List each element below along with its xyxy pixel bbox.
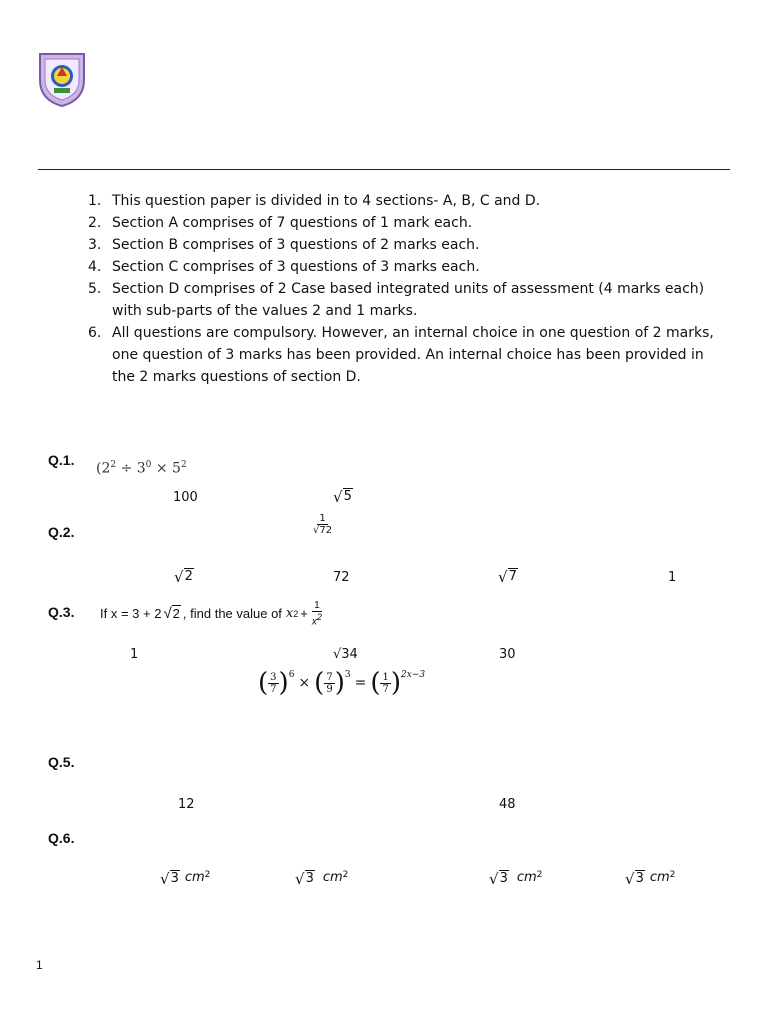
question-2-label: Q.2. <box>48 524 75 540</box>
question-1-expression: ($2^2 \div 3^0 \times 5^2$ <box>96 460 187 477</box>
q3-option-a: 1 <box>130 647 139 662</box>
instruction-item: 4. Section C comprises of 3 questions of 3 marks each. <box>88 259 480 275</box>
q2-option-b: 72 <box>333 570 350 585</box>
q6-option-c: √ 3 cm 2 <box>489 870 543 888</box>
question-2-fraction: $\frac{1}{√72}$ <box>313 513 333 536</box>
instructions-list <box>88 190 728 388</box>
q5-option-b: 48 <box>499 797 516 812</box>
q1-option-a: 100 <box>173 490 198 505</box>
q2-option-c: √ 7 <box>498 568 517 586</box>
q6-option-a: √ 3 cm 2 <box>160 870 211 888</box>
page-number: 1 <box>36 958 43 972</box>
q1-option-b: √ 5 <box>333 488 352 506</box>
question-3-text: If x = 3 + 2 √ 2 , find the value of x 2 + $\frac{1}{x^2}$ <box>100 600 322 628</box>
q2-option-d: 1 <box>668 570 677 585</box>
question-4-equation: ( $\frac{3}{7}$ ) $^6$ × ( $\frac{7}{9}$ ) $^3$ = ( $\frac{1}{7}$ ) $^{2x-3}$ <box>258 668 426 698</box>
instruction-item: 3. Section B comprises of 3 questions of 2 marks each. <box>88 237 480 253</box>
header-divider <box>38 169 730 170</box>
instruction-item: 6. All questions are compulsory. However, an internal choice in one question of 2 marks, one question of 3 marks has been provided. An internal choice has been provided in the 2 marks questions of section D. <box>88 325 714 385</box>
school-logo <box>38 50 86 108</box>
q5-option-a: 12 <box>178 797 195 812</box>
instruction-item: 1. This question paper is divided in to 4 sections- A, B, C and D. <box>88 193 541 209</box>
q3-option-b: √34 <box>333 647 358 662</box>
q3-option-c: 30 <box>499 647 516 662</box>
question-5-label: Q.5. <box>48 754 75 770</box>
question-1-label: Q.1. <box>48 452 75 468</box>
q2-option-a: √ 2 <box>174 568 193 586</box>
q6-option-b: √ 3 cm 2 <box>295 870 349 888</box>
instruction-item: 5. Section D comprises of 2 Case based integrated units of assessment (4 marks each) with sub-parts of the values 2 and 1 marks. <box>88 281 705 319</box>
question-6-label: Q.6. <box>48 830 75 846</box>
instruction-item: 2. Section A comprises of 7 questions of 1 mark each. <box>88 215 473 231</box>
q6-option-d: √ 3 cm 2 <box>625 870 676 888</box>
question-3-label: Q.3. <box>48 604 75 620</box>
